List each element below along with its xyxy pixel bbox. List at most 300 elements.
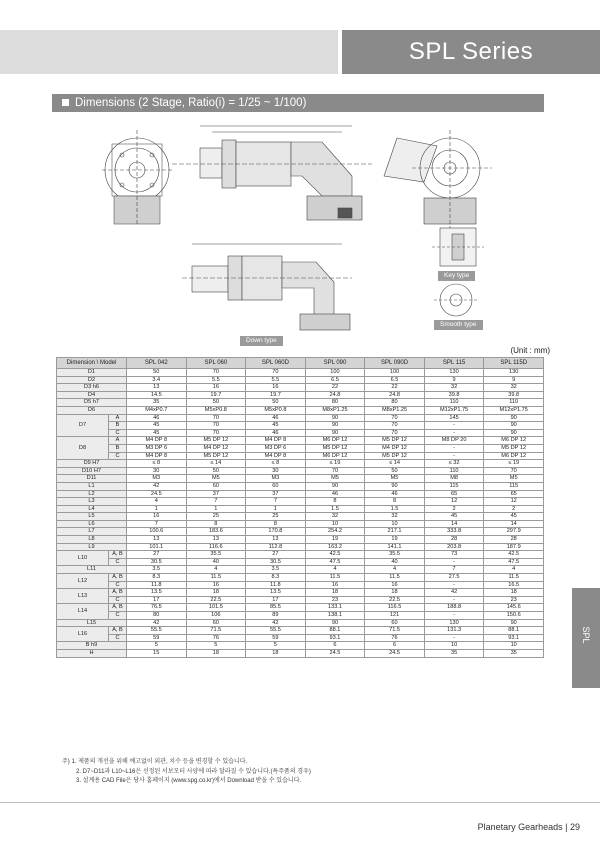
row-group-label: L16 [57,627,109,642]
table-cell: M8 DP 20 [424,437,484,445]
row-sub-label: C [109,612,127,620]
table-cell: 1 [246,505,306,513]
table-cell: 60 [246,482,306,490]
table-row [57,520,544,528]
table-row [57,619,544,627]
row-label: D2 [57,376,127,384]
header-cell-model: SPL 090D [365,358,425,369]
table-cell: 8.3 [246,574,306,582]
table-cell: 12 [424,498,484,506]
table-cell: 70 [365,422,425,430]
row-label: D6 [57,406,127,414]
smooth-type-drawing [434,284,478,316]
table-row [57,566,544,574]
table-cell: 19.7 [186,391,246,399]
table-cell: 6.5 [365,376,425,384]
table-row [57,513,544,521]
table-cell: 42.5 [305,551,365,559]
table-cell: M5 DP 12 [365,437,425,445]
table-row [57,498,544,506]
table-cell: M5 DP 12 [484,444,544,452]
unit-label: (Unit : mm) [510,346,550,355]
table-cell: 71.5 [365,627,425,635]
table-cell: 100 [365,369,425,377]
table-row [57,406,544,414]
row-label: L1 [57,482,127,490]
table-cell: M5 DP 12 [365,452,425,460]
table-cell: 45 [424,513,484,521]
table-cell: 6.5 [305,376,365,384]
table-cell: 16.5 [484,581,544,589]
header-cell-model: SPL 115D [484,358,544,369]
table-cell: 11.8 [246,581,306,589]
table-row [57,384,544,392]
table-cell: 100 [305,369,365,377]
table-cell: 8 [246,520,306,528]
table-cell: 46 [365,490,425,498]
row-sub-label: A [109,437,127,445]
table-cell: ≤ 19 [484,460,544,468]
table-cell: 11.8 [127,581,187,589]
row-sub-label: C [109,581,127,589]
table-cell: 70 [365,414,425,422]
table-cell: 16 [186,384,246,392]
table-cell: 70 [186,429,246,437]
table-row [57,505,544,513]
table-cell: 90 [365,482,425,490]
table-cell: 1.5 [305,505,365,513]
table-cell: 18 [186,649,246,657]
table-cell: 25 [246,513,306,521]
table-row [57,422,544,430]
table-cell: 35 [127,399,187,407]
table-header-row [57,358,544,369]
row-sub-label: A, B [109,574,127,582]
key-type-drawing [432,228,484,266]
table-cell: - [424,422,484,430]
table-cell: 24.8 [365,391,425,399]
table-cell: 106 [186,612,246,620]
table-cell: 70 [246,369,306,377]
table-cell: 7 [424,566,484,574]
table-cell: M5 DP 12 [186,452,246,460]
table-cell: 30 [246,467,306,475]
square-bullet-icon [62,99,69,106]
table-cell: M4 DP 8 [246,452,306,460]
table-cell: 73 [424,551,484,559]
table-cell: 85.5 [246,604,306,612]
row-label: D3 h6 [57,384,127,392]
table-cell: 188.8 [424,604,484,612]
table-row [57,558,544,566]
row-label: D11 [57,475,127,483]
row-label: L4 [57,505,127,513]
table-cell: 47.5 [484,558,544,566]
table-cell: 19 [365,536,425,544]
row-sub-label: A [109,414,127,422]
table-cell: 50 [365,467,425,475]
table-cell: 130 [424,619,484,627]
down-type-label: Down type [240,336,283,346]
table-cell: M8xP1.25 [305,406,365,414]
row-label: D5 h7 [57,399,127,407]
table-cell: 46 [246,429,306,437]
row-label: L7 [57,528,127,536]
table-cell: 24.5 [305,649,365,657]
table-cell: M3 DP 6 [246,444,306,452]
table-cell: 45 [246,422,306,430]
table-cell: 10 [365,520,425,528]
table-cell: 80 [305,399,365,407]
table-cell: 19.7 [246,391,306,399]
table-cell: 4 [127,498,187,506]
table-cell: 112.8 [246,543,306,551]
table-cell: 70 [186,422,246,430]
table-row [57,490,544,498]
row-label: D10 H7 [57,467,127,475]
table-cell: - [424,634,484,642]
table-cell: 145.6 [484,604,544,612]
table-cell: 130 [424,369,484,377]
row-label: L8 [57,536,127,544]
table-cell: 11.5 [186,574,246,582]
table-cell: 6 [365,642,425,650]
table-cell: 10 [484,642,544,650]
table-cell: 187.9 [484,543,544,551]
table-cell: M12xP1.75 [424,406,484,414]
table-cell: 59 [127,634,187,642]
table-cell: 40 [186,558,246,566]
table-cell: 22.5 [365,596,425,604]
header-cell-model: SPL 060 [186,358,246,369]
note-3: 3. 설계용 CAD File은 당사 홈페이지 (www.spg.co.kr)에서 Download 받을 수 있습니다. [76,778,302,784]
table-cell: 116.5 [365,604,425,612]
table-cell: 13.5 [246,589,306,597]
table-cell: - [424,558,484,566]
table-cell: M4 DP 8 [127,437,187,445]
table-cell: 1.5 [365,505,425,513]
table-cell: 203.8 [424,543,484,551]
table-cell: 130 [484,369,544,377]
table-cell: 3.4 [127,376,187,384]
table-cell: M5 [484,475,544,483]
table-row [57,589,544,597]
table-cell: 7 [246,498,306,506]
table-cell: 1 [127,505,187,513]
table-cell: 30 [127,467,187,475]
table-cell: 4 [365,566,425,574]
table-cell: 121 [365,612,425,620]
table-cell: 24.5 [365,649,425,657]
table-cell: 23 [484,596,544,604]
table-row [57,642,544,650]
notes [62,758,502,787]
table-cell: 90 [484,414,544,422]
table-cell: 42 [127,619,187,627]
table-cell: 5 [186,642,246,650]
table-cell: ≤ 14 [365,460,425,468]
table-cell: 90 [305,422,365,430]
side-tab-label: SPL [581,626,591,644]
table-cell: 101.1 [127,543,187,551]
table-cell: 80 [365,399,425,407]
table-cell: M8xP1.25 [365,406,425,414]
table-cell: 100.6 [127,528,187,536]
table-cell: 60 [186,619,246,627]
table-cell: 163.2 [305,543,365,551]
table-cell: 37 [186,490,246,498]
table-cell: 65 [424,490,484,498]
table-cell: ≤ 8 [246,460,306,468]
front-view-left [102,130,172,226]
table-cell: 27 [246,551,306,559]
table-cell: 24.8 [305,391,365,399]
table-cell: 15 [127,649,187,657]
table-cell: 5.5 [186,376,246,384]
table-cell: - [424,444,484,452]
table-row [57,627,544,635]
table-cell: 71.5 [186,627,246,635]
table-cell: 2 [484,505,544,513]
table-cell: 46 [127,414,187,422]
side-view-main [172,126,372,220]
section-title-bar [52,94,544,112]
table-cell: 27 [127,551,187,559]
table-cell: 25 [186,513,246,521]
table-cell: 9 [424,376,484,384]
table-cell: 89 [246,612,306,620]
table-cell: 116.6 [186,543,246,551]
table-cell: 59 [246,634,306,642]
table-cell: 5 [246,642,306,650]
table-cell: 45 [127,429,187,437]
table-row [57,444,544,452]
table-cell: 23 [305,596,365,604]
table-cell: 16 [365,581,425,589]
row-sub-label: C [109,596,127,604]
table-cell: 17 [127,596,187,604]
table-cell: 18 [186,589,246,597]
table-cell: 17 [246,596,306,604]
table-cell: 8 [186,520,246,528]
row-label: B h9 [57,642,127,650]
table-cell: 18 [484,589,544,597]
table-cell: 170.8 [246,528,306,536]
table-cell: M6 DP 12 [305,437,365,445]
row-sub-label: A, B [109,627,127,635]
row-group-label: D8 [57,437,109,460]
table-cell: 27.5 [424,574,484,582]
row-label: L2 [57,490,127,498]
key-type-label: Key type [438,271,475,281]
table-cell: - [424,612,484,620]
table-cell: 50 [127,369,187,377]
table-row [57,612,544,620]
table-cell: M4xP0.7 [127,406,187,414]
row-label: L5 [57,513,127,521]
table-cell: - [424,581,484,589]
table-cell: 5 [127,642,187,650]
row-sub-label: C [109,558,127,566]
table-cell: 18 [305,589,365,597]
table-row [57,536,544,544]
table-cell: 13 [186,536,246,544]
table-cell: 39.8 [424,391,484,399]
table-cell: 90 [305,414,365,422]
header-cell-model: SPL 060D [246,358,306,369]
table-cell: 46 [246,414,306,422]
table-cell: 90 [484,619,544,627]
table-cell: 11.5 [365,574,425,582]
table-cell: 32 [365,513,425,521]
table-cell: 13 [246,536,306,544]
table-cell: 32 [484,384,544,392]
table-cell: 22 [365,384,425,392]
table-cell: M6 DP 12 [484,437,544,445]
table-cell: 42 [127,482,187,490]
table-cell: 35.5 [186,551,246,559]
table-row [57,551,544,559]
table-cell: 11.5 [305,574,365,582]
table-cell: 70 [484,467,544,475]
table-cell: 88.1 [484,627,544,635]
table-cell: ≤ 8 [127,460,187,468]
table-cell: M8 [424,475,484,483]
table-row [57,376,544,384]
table-cell: 115 [424,482,484,490]
table-cell: 60 [365,619,425,627]
table-cell: M5 DP 12 [305,444,365,452]
table-cell: 42.5 [484,551,544,559]
table-row [57,543,544,551]
table-cell: 70 [365,429,425,437]
table-cell: 35 [424,649,484,657]
table-cell: 35.5 [365,551,425,559]
table-cell: 11.5 [484,574,544,582]
footer-divider [0,802,600,803]
table-cell: 12 [484,498,544,506]
table-cell: 13 [127,536,187,544]
table-row [57,369,544,377]
table-cell: 37 [246,490,306,498]
side-view-right [384,130,492,228]
table-cell: 42 [424,589,484,597]
table-cell: 28 [424,536,484,544]
table-cell: 45 [484,513,544,521]
table-row [57,596,544,604]
table-cell: 93.1 [484,634,544,642]
table-cell: 14 [484,520,544,528]
table-cell: 138.1 [305,612,365,620]
table-cell: 141.1 [365,543,425,551]
header-cell-dimension-model: Dimension \ Model [57,358,127,369]
table-cell: 90 [305,482,365,490]
row-label: L6 [57,520,127,528]
table-row [57,452,544,460]
table-row [57,467,544,475]
row-sub-label: A, B [109,604,127,612]
table-row [57,475,544,483]
header-cell-model: SPL 090 [305,358,365,369]
table-cell: 47.5 [305,558,365,566]
row-label: L15 [57,619,127,627]
table-cell: M3 [246,475,306,483]
table-cell: 9 [484,376,544,384]
table-cell: - [424,596,484,604]
table-cell: 333.8 [424,528,484,536]
table-cell: 93.1 [305,634,365,642]
table-cell: 55.5 [246,627,306,635]
header-cell-model: SPL 042 [127,358,187,369]
table-row [57,460,544,468]
table-row [57,574,544,582]
table-cell: 110 [424,467,484,475]
table-cell: - [424,452,484,460]
table-cell: 10 [305,520,365,528]
table-cell: 110 [484,399,544,407]
row-group-label: L12 [57,574,109,589]
row-group-label: L14 [57,604,109,619]
header-band-light [0,30,338,74]
row-sub-label: A, B [109,589,127,597]
table-cell: M6 DP 12 [484,452,544,460]
table-cell: M6 DP 12 [305,452,365,460]
table-cell: 80 [127,612,187,620]
note-2: 2. D7~D11과 L10~L16은 선정된 서보모터 사양에 따라 달라질 수 있습니다.(특주품의 경우) [76,768,311,775]
table-cell: M5xP0.8 [186,406,246,414]
table-cell: M3 DP 6 [127,444,187,452]
table-cell: 18 [246,649,306,657]
row-sub-label: B [109,422,127,430]
table-cell: M4 DP 8 [127,452,187,460]
table-cell: M4 DP 8 [246,437,306,445]
row-label: L9 [57,543,127,551]
table-cell: 28 [484,536,544,544]
table-cell: M4 DP 12 [186,444,246,452]
table-cell: M3 [127,475,187,483]
table-cell: 90 [484,422,544,430]
table-cell: 55.5 [127,627,187,635]
table-cell: 183.6 [186,528,246,536]
table-cell: M4 DP 12 [365,444,425,452]
table-cell: 46 [305,490,365,498]
table-cell: 60 [186,482,246,490]
table-cell: 19 [305,536,365,544]
table-cell: 133.1 [305,604,365,612]
table-cell: 14.5 [127,391,187,399]
table-cell: 131.3 [424,627,484,635]
table-cell: 110 [424,399,484,407]
table-cell: 14 [424,520,484,528]
table-cell: 70 [186,414,246,422]
row-group-label: L10 [57,551,109,566]
table-cell: 1 [186,505,246,513]
table-cell: 70 [186,369,246,377]
table-row [57,528,544,536]
table-cell: 16 [246,384,306,392]
table-cell: 50 [246,399,306,407]
table-cell: 145 [424,414,484,422]
table-row [57,414,544,422]
table-cell: M5 [186,475,246,483]
header-cell-model: SPL 115 [424,358,484,369]
table-cell: 22 [305,384,365,392]
row-group-label: D7 [57,414,109,437]
table-cell: 45 [127,422,187,430]
table-cell: 50 [186,399,246,407]
table-cell: M5 [365,475,425,483]
row-sub-label: C [109,634,127,642]
